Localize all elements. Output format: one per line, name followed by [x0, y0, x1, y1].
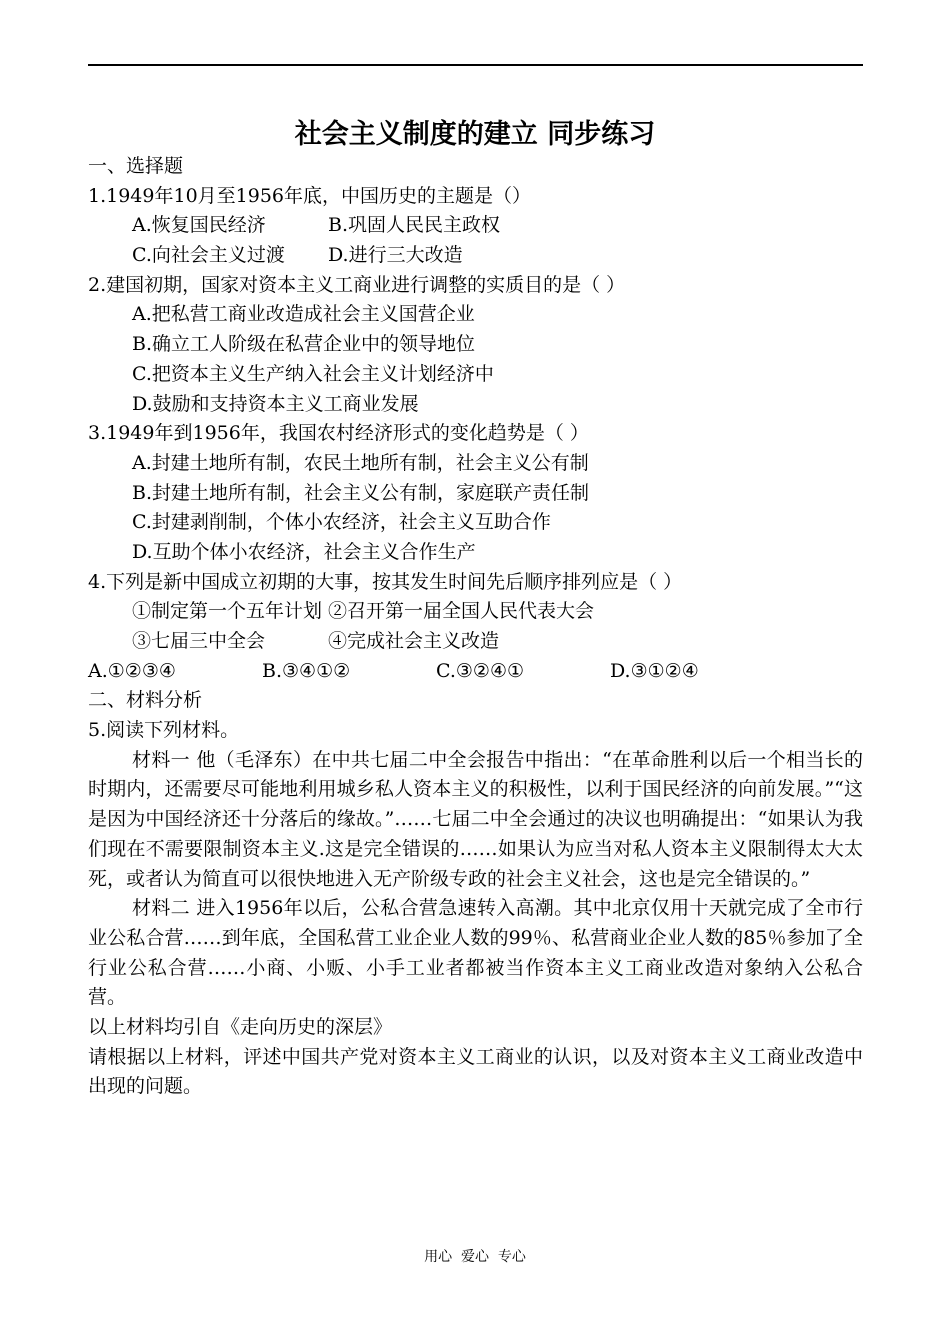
question-3-option-d: D.互助个体小农经济，社会主义合作生产: [132, 540, 476, 563]
question-4-options: [88, 657, 863, 687]
question-4-option-c: C.③②④①: [436, 659, 525, 682]
exercise-body: [88, 152, 863, 1102]
question-4-event-2: ②召开第一届全国人民代表大会: [328, 600, 595, 623]
question-4-event-3: ③七届三中全会: [132, 630, 266, 652]
question-3-option-b: B.封建土地所有制，社会主义公有制，家庭联产责任制: [132, 481, 590, 504]
question-1-stem: 1.1949年10月至1956年底，中国历史的主题是（）: [88, 184, 532, 207]
question-1-options-row-2: [88, 241, 863, 271]
question-5-prompt: 请根据以上材料，评述中国共产党对资本主义工商业的认识，以及对资本主义工商业改造中出现的问题。: [88, 1045, 863, 1098]
material-two: 材料二 进入1956年以后，公私合营急速转入高潮。其中北京仅用十天就完成了全市行业公私合营……到年底，全国私营工业企业人数的99％、私营商业企业人数的85％参加了全行业公私合营……小商、小贩、小手工业者都被当作资本主义工商业改造对象纳入公私合营。: [88, 897, 863, 1009]
question-2-stem: 2.建国初期，国家对资本主义工商业进行调整的实质目的是（ ）: [88, 273, 626, 296]
section-heading-choice: 一、选择题: [88, 155, 184, 177]
question-4-stem: 4.下列是新中国成立初期的大事，按其发生时间先后顺序排列应是（ ）: [88, 570, 683, 593]
question-1-option-b: B.巩固人民民主政权: [328, 214, 501, 237]
question-2-option-c: C.把资本主义生产纳入社会主义计划经济中: [132, 362, 494, 385]
header-rule: [88, 64, 863, 66]
question-2-option-b: B.确立工人阶级在私营企业中的领导地位: [132, 333, 476, 356]
question-1-option-d: D.进行三大改造: [328, 244, 463, 267]
question-3-option-c: C.封建剥削制，个体小农经济，社会主义互助合作: [132, 511, 551, 534]
question-4-option-d: D.③①②④: [610, 659, 699, 682]
question-4-event-4: ④完成社会主义改造: [328, 630, 500, 652]
question-4-option-b: B.③④①②: [262, 659, 351, 682]
question-1-option-a: A.恢复国民经济: [132, 214, 266, 237]
page-title: 社会主义制度的建立 同步练习: [294, 119, 656, 150]
question-4-option-a: A.①②③④: [88, 659, 176, 682]
material-source: 以上材料均引自《走向历史的深层》: [88, 1016, 393, 1039]
question-1-options-row-1: [88, 211, 863, 241]
question-1-option-c: C.向社会主义过渡: [132, 244, 285, 267]
question-3-stem: 3.1949年到1956年，我国农村经济形式的变化趋势是（ ）: [88, 422, 589, 445]
question-2-option-a: A.把私营工商业改造成社会主义国营企业: [132, 303, 475, 326]
question-5-stem: 5.阅读下列材料。: [88, 719, 240, 742]
question-2-option-d: D.鼓励和支持资本主义工商业发展: [132, 392, 419, 415]
section-heading-material: 二、材料分析: [88, 689, 203, 712]
question-3-option-a: A.封建土地所有制，农民土地所有制，社会主义公有制: [132, 451, 589, 474]
question-4-events-row-1: [88, 597, 863, 627]
page-footer: 用心 爱心 专心: [424, 1249, 526, 1265]
material-one: 材料一 他（毛泽东）在中共七届二中全会报告中指出：“在革命胜利以后一个相当长的时期内，还需要尽可能地利用城乡私人资本主义的积极性，以利于国民经济的向前发展。”“这是因为中国经济还十分落后的缘故。”……七届二中全会通过的决议也明确提出：“如果认为我们现在不需要限制资本主义.这是完全错误的……如果认为应当对私人资本主义限制得太大太死，或者认为简直可以很快地进入无产阶级专政的社会主义社会，这也是完全错误的。”: [88, 748, 863, 890]
question-4-event-1: ①制定第一个五年计划: [132, 600, 323, 623]
question-4-events-row-2: [88, 627, 863, 657]
